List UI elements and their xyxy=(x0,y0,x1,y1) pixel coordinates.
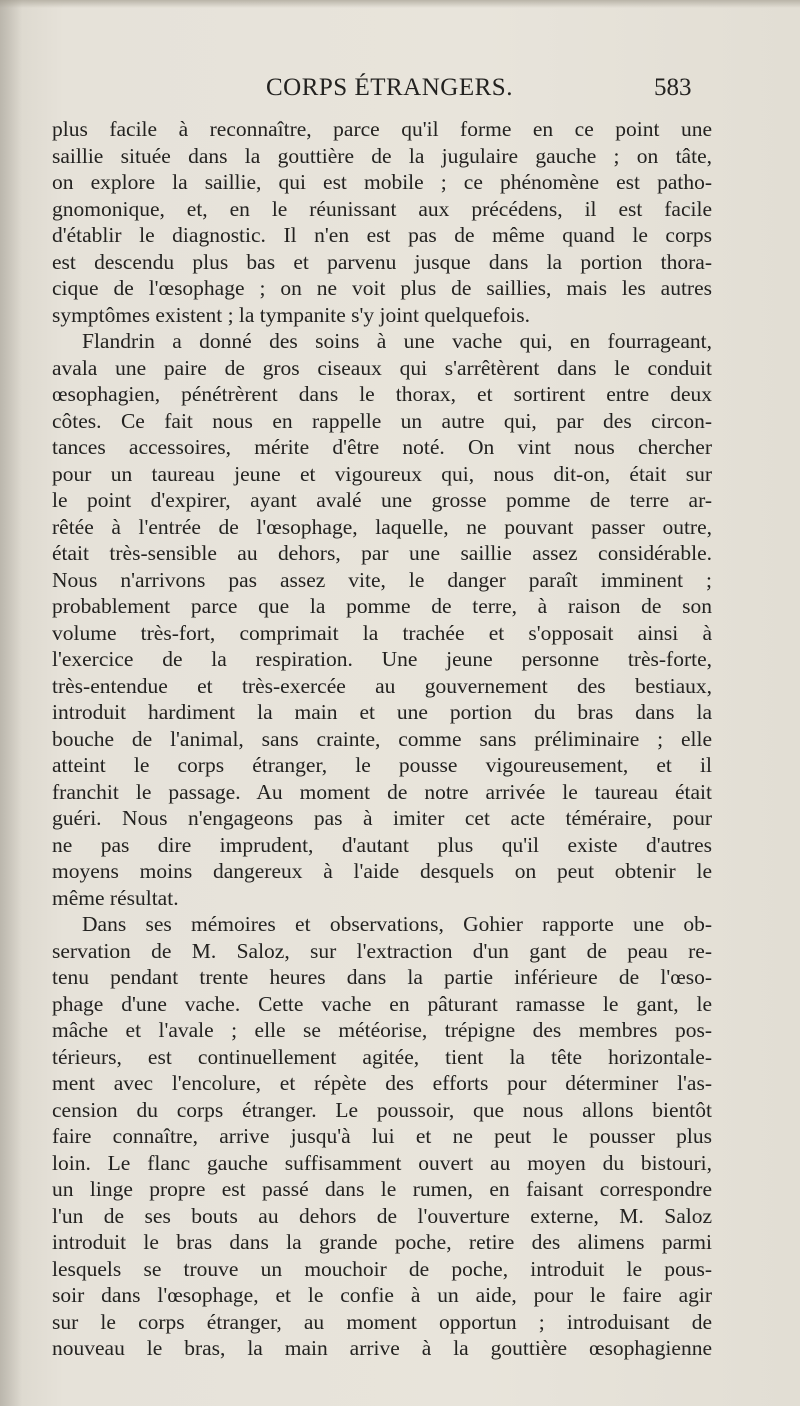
text-line: Nous n'arrivons pas assez vite, le danger paraît imminent ; xyxy=(52,567,712,592)
text-line: avala une paire de gros ciseaux qui s'arrêtèrent dans le conduit xyxy=(52,355,712,380)
page-number: 583 xyxy=(654,74,692,101)
text-line: moyens moins dangereux à l'aide desquels on peut obtenir le xyxy=(52,859,712,883)
text-line: nouveau le bras, la main arrive à la gouttière œsophagienne xyxy=(52,1336,712,1360)
text-line: symptômes existent ; la tympanite s'y joint quelquefois. xyxy=(52,302,531,327)
text-line: tenu pendant trente heures dans la partie inférieure de l'œso- xyxy=(52,965,712,989)
page-gutter-shadow xyxy=(0,0,22,1406)
text-line: saillie située dans la gouttière de la jugulaire gauche ; on tâte, xyxy=(52,143,712,168)
text-line: tances accessoires, mérite d'être noté. On vint nous chercher xyxy=(52,435,712,459)
text-line: gnomonique, et, en le réunissant aux précédens, il est facile xyxy=(52,196,712,221)
text-line: est descendu plus bas et parvenu jusque dans la portion thora- xyxy=(52,249,712,274)
text-line: soir dans l'œsophage, et le confie à un aide, pour le faire agir xyxy=(52,1283,712,1307)
text-line: était très-sensible au dehors, par une saillie assez considérable. xyxy=(52,541,712,565)
text-line: lesquels se trouve un mouchoir de poche, introduit le pous- xyxy=(52,1256,712,1281)
running-title: CORPS ÉTRANGERS. xyxy=(266,74,513,101)
text-line: servation de M. Saloz, sur l'extraction d'un gant de peau re- xyxy=(52,938,712,963)
text-line: cique de l'œsophage ; on ne voit plus de saillies, mais les autres xyxy=(52,276,712,300)
text-line: faire connaître, arrive jusqu'à lui et ne peut le pousser plus xyxy=(52,1124,712,1148)
page-top-edge xyxy=(0,0,800,8)
text-line: térieurs, est continuellement agitée, tient la tête horizontale- xyxy=(52,1044,712,1069)
text-line: mâche et l'avale ; elle se météorise, trépigne des membres pos- xyxy=(52,1018,712,1042)
text-line: introduit hardiment la main et une portion du bras dans la xyxy=(52,700,712,724)
text-line: le point d'expirer, ayant avalé une grosse pomme de terre ar- xyxy=(52,488,712,512)
text-line: phage d'une vache. Cette vache en pâturant ramasse le gant, le xyxy=(52,991,712,1016)
text-line: très-entendue et très-exercée au gouvernement des bestiaux, xyxy=(52,673,712,698)
text-line: rêtée à l'entrée de l'œsophage, laquelle, ne pouvant passer outre, xyxy=(52,514,712,539)
text-line: ment avec l'encolure, et répète des efforts pour déterminer l'as- xyxy=(52,1071,712,1095)
text-line: d'établir le diagnostic. Il n'en est pas de même quand le corps xyxy=(52,223,712,247)
text-line: pour un taureau jeune et vigoureux qui, nous dit-on, était sur xyxy=(52,461,712,486)
text-line: l'un de ses bouts au dehors de l'ouverture externe, M. Saloz xyxy=(52,1203,712,1228)
text-line: sur le corps étranger, au moment opportun ; introduisant de xyxy=(52,1309,712,1334)
text-line: un linge propre est passé dans le rumen, en faisant correspondre xyxy=(52,1177,712,1201)
text-line: cension du corps étranger. Le poussoir, que nous allons bientôt xyxy=(52,1097,712,1122)
text-line: atteint le corps étranger, le pousse vigoureusement, et il xyxy=(52,753,712,777)
text-line: même résultat. xyxy=(52,885,179,910)
text-line: on explore la saillie, qui est mobile ; ce phénomène est patho- xyxy=(52,170,712,194)
text-line: Dans ses mémoires et observations, Gohier rapporte une ob- xyxy=(82,912,712,936)
text-line: Flandrin a donné des soins à une vache qui, en fourrageant, xyxy=(82,329,712,353)
text-line: côtes. Ce fait nous en rappelle un autre qui, par des circon- xyxy=(52,408,712,433)
text-line: bouche de l'animal, sans crainte, comme sans préliminaire ; elle xyxy=(52,726,712,751)
text-line: introduit le bras dans la grande poche, retire des alimens parmi xyxy=(52,1230,712,1254)
text-line: loin. Le flanc gauche suffisamment ouvert au moyen du bistouri, xyxy=(52,1150,712,1175)
text-line: ne pas dire imprudent, d'autant plus qu'il existe d'autres xyxy=(52,832,712,857)
text-line: franchit le passage. Au moment de notre arrivée le taureau était xyxy=(52,779,712,804)
text-line: probablement parce que la pomme de terre, à raison de son xyxy=(52,594,712,618)
text-line: plus facile à reconnaître, parce qu'il forme en ce point une xyxy=(52,117,712,141)
text-line: l'exercice de la respiration. Une jeune personne très-forte, xyxy=(52,647,712,671)
body-text xyxy=(52,116,712,1362)
text-line: guéri. Nous n'engageons pas à imiter cet acte téméraire, pour xyxy=(52,806,712,830)
text-line: volume très-fort, comprimait la trachée et s'opposait ainsi à xyxy=(52,620,712,645)
text-line: œsophagien, pénétrèrent dans le thorax, et sortirent entre deux xyxy=(52,382,712,406)
page-header xyxy=(0,74,800,114)
